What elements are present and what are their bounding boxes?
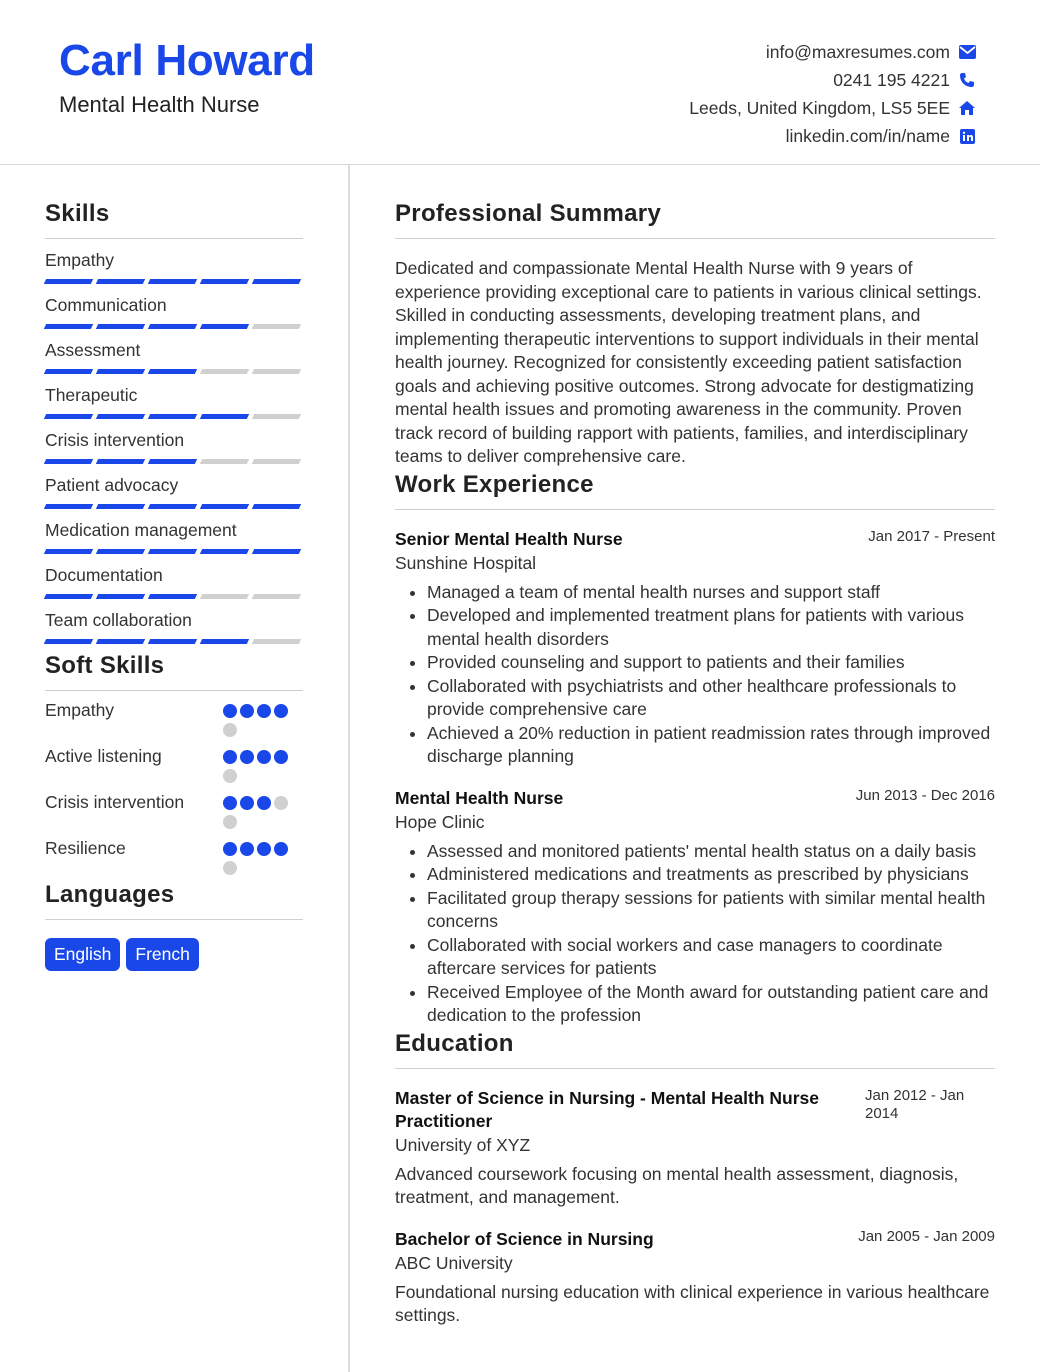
skill-item [45,384,303,419]
skill-level-segment [148,369,197,374]
rating-dot [240,796,254,810]
rating-dot [274,842,288,856]
soft-skill-name: Active listening [45,746,162,766]
education-entry [395,1228,995,1328]
skill-name: Therapeutic [45,385,138,405]
soft-skills-list [45,699,303,875]
summary-heading: Professional Summary [395,200,995,239]
rating-dot [257,842,271,856]
skill-level-segment [148,279,197,284]
rating-dot [274,750,288,764]
skill-name: Empathy [45,250,115,270]
rating-dot [223,842,237,856]
rating-dot [223,723,237,737]
rating-dot [240,750,254,764]
job-header [395,528,995,551]
skill-level-segment [200,504,249,509]
skill-level-segment [96,369,145,374]
resume-header [0,0,1040,165]
linkedin-icon [958,127,976,145]
job-title: Mental Health Nurse [395,787,564,808]
soft-skill-rating [223,699,303,737]
skill-level-segment [252,279,301,284]
skill-item [45,429,303,464]
language-badge: English [45,938,120,971]
skill-level-segment [44,639,93,644]
skill-level-segment [44,369,93,374]
skill-level-segment [44,594,93,599]
job-bullets [395,840,995,1028]
soft-skill-item [45,699,303,737]
job-bullet: • Facilitated group therapy sessions for patients with similar mental health concerns [427,887,995,934]
soft-skill-name: Crisis intervention [45,792,185,812]
skill-level-segment [96,459,145,464]
skill-level-bar [45,504,303,509]
skill-level-bar [45,369,303,374]
skill-name: Medication management [45,520,237,540]
skill-level-segment [200,459,249,464]
job-bullet: • Assessed and monitored patients' mental health status on a daily basis [427,840,995,864]
skill-item [45,564,303,599]
soft-skill-rating [223,837,303,875]
education-entry [395,1087,995,1210]
job-title: Senior Mental Health Nurse [395,528,623,549]
experience-list [395,528,995,1028]
education-header [395,1228,995,1251]
skill-level-segment [148,414,197,419]
home-icon [958,99,976,117]
job-bullet: • Managed a team of mental health nurses and support staff [427,581,995,605]
rating-dot [257,750,271,764]
contact-address [689,94,976,122]
soft-skill-rating [223,791,303,829]
skill-level-segment [200,369,249,374]
experience-heading: Work Experience [395,471,995,510]
soft-skills-heading: Soft Skills [45,652,303,691]
skill-level-bar [45,414,303,419]
skill-name: Assessment [45,340,141,360]
skill-level-segment [96,594,145,599]
rating-dot [223,769,237,783]
job-bullet: • Received Employee of the Month award for outstanding patient care and dedication to the profession [427,981,995,1028]
skill-level-segment [200,639,249,644]
rating-dot [223,750,237,764]
skill-level-segment [200,324,249,329]
skill-level-segment [96,279,145,284]
phone-icon [958,71,976,89]
skill-level-segment [200,549,249,554]
education-date: Jan 2005 - Jan 2009 [858,1227,995,1245]
skill-name: Crisis intervention [45,430,185,450]
email-text[interactable]: info@maxresumes.com [765,41,950,62]
skill-level-bar [45,324,303,329]
skill-level-segment [44,459,93,464]
job-bullet: • Developed and implemented treatment plans for patients with various mental health disorders [427,604,995,651]
education-description: Advanced coursework focusing on mental health assessment, diagnosis, treatment, and management. [395,1163,959,1207]
rating-dot [240,842,254,856]
skill-level-segment [252,369,301,374]
linkedin-text[interactable]: linkedin.com/in/name [785,125,950,146]
skill-level-segment [148,504,197,509]
skill-item [45,339,303,374]
skill-level-segment [148,594,197,599]
rating-dot [257,796,271,810]
soft-skill-rating [223,745,303,783]
education-list [395,1087,995,1328]
skill-level-segment [148,639,197,644]
job-entry [395,787,995,1028]
skill-level-segment [252,504,301,509]
job-bullet: • Administered medications and treatments as prescribed by physicians [427,863,995,887]
address-text: Leeds, United Kingdom, LS5 5EE [689,97,950,118]
skill-level-segment [44,324,93,329]
contact-list [689,38,976,150]
phone-text[interactable]: 0241 195 4221 [833,69,950,90]
skill-level-segment [200,279,249,284]
soft-skill-item [45,791,303,829]
job-bullets [395,581,995,769]
soft-skill-name: Resilience [45,838,126,858]
skill-level-segment [252,549,301,554]
job-header [395,787,995,810]
skill-level-segment [252,459,301,464]
skill-level-segment [148,459,197,464]
column-divider [348,165,350,1372]
rating-dot [274,796,288,810]
skill-item [45,294,303,329]
soft-skill-name: Empathy [45,700,115,720]
languages-heading: Languages [45,881,303,920]
skill-level-bar [45,594,303,599]
rating-dot [223,861,237,875]
job-bullet: • Provided counseling and support to patients and their families [427,651,995,675]
job-entry [395,528,995,769]
skill-level-bar [45,639,303,644]
job-bullet: • Achieved a 20% reduction in patient readmission rates through improved discharge planning [427,722,995,769]
envelope-icon [958,43,976,61]
skill-level-segment [96,504,145,509]
skill-item [45,474,303,509]
skill-level-segment [148,549,197,554]
education-header [395,1087,995,1133]
job-bullet: • Collaborated with social workers and case managers to coordinate aftercare services for patients [427,934,995,981]
education-description: Foundational nursing education with clinical experience in various healthcare settings. [395,1281,990,1325]
school-name: University of XYZ [395,1134,531,1155]
rating-dot [223,704,237,718]
contact-linkedin[interactable] [689,122,976,150]
degree-title: Master of Science in Nursing - Mental Health Nurse Practitioner [395,1087,819,1131]
job-bullet: • Collaborated with psychiatrists and other healthcare professionals to provide comprehensive care [427,675,995,722]
skill-name: Documentation [45,565,163,585]
skill-level-segment [96,324,145,329]
skill-name: Patient advocacy [45,475,179,495]
skill-level-segment [44,414,93,419]
job-date: Jan 2017 - Present [868,527,995,545]
skill-level-segment [252,324,301,329]
skill-level-bar [45,549,303,554]
skill-level-segment [252,639,301,644]
skill-level-segment [44,279,93,284]
skill-level-segment [96,639,145,644]
contact-email[interactable] [689,38,976,66]
skill-item [45,519,303,554]
skill-level-segment [252,414,301,419]
skill-level-segment [200,414,249,419]
skills-list [45,249,303,644]
rating-dot [240,704,254,718]
soft-skill-item [45,745,303,783]
languages-list [45,938,303,971]
candidate-title: Mental Health Nurse [59,92,260,117]
language-badge: French [126,938,198,971]
skill-level-segment [44,504,93,509]
candidate-name: Carl Howard [59,36,315,85]
skill-item [45,249,303,284]
skill-level-segment [252,594,301,599]
skill-name: Communication [45,295,167,315]
sidebar [45,200,303,971]
skill-item [45,609,303,644]
skill-level-segment [200,594,249,599]
rating-dot [223,796,237,810]
summary-text: Dedicated and compassionate Mental Health Nurse with 9 years of experience providing exceptional care to patients in various clinical settings. Skilled in conducting assessments, developing treatment plans, and implementing therapeutic interventions to support individuals in their mental health journey. Recognized for consistently exceeding patient satisfaction goals and achieving positive outcomes. Strong advocate for destigmatizing mental health issues and promoting awareness in the community. Proven track record of building rapport with patients, families, and interdisciplinary teams to deliver comprehensive care. [395,258,982,466]
skill-level-bar [45,459,303,464]
rating-dot [274,704,288,718]
skill-level-segment [148,324,197,329]
skill-level-segment [96,549,145,554]
job-organization: Sunshine Hospital [395,552,537,573]
contact-phone[interactable] [689,66,976,94]
job-organization: Hope Clinic [395,811,485,832]
rating-dot [223,815,237,829]
skill-name: Team collaboration [45,610,192,630]
skill-level-segment [44,549,93,554]
skills-heading: Skills [45,200,303,239]
school-name: ABC University [395,1252,513,1273]
rating-dot [257,704,271,718]
job-date: Jun 2013 - Dec 2016 [855,786,995,804]
skill-level-bar [45,279,303,284]
skill-level-segment [96,414,145,419]
education-heading: Education [395,1030,995,1069]
main-content [395,200,995,1328]
education-date: Jan 2012 - Jan 2014 [865,1086,965,1122]
soft-skill-item [45,837,303,875]
degree-title: Bachelor of Science in Nursing [395,1228,654,1249]
